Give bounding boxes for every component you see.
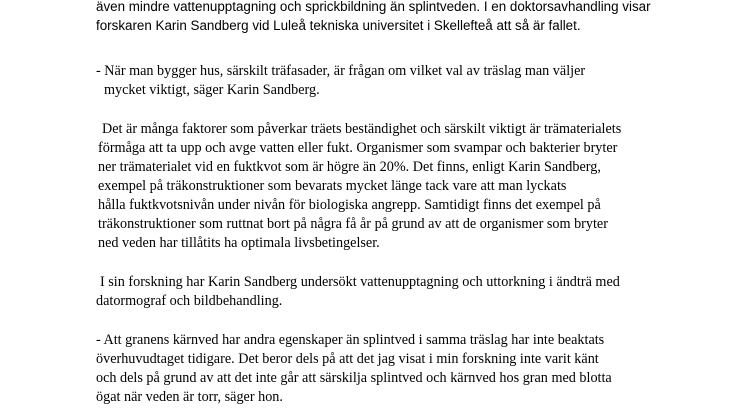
paragraph-3-line-2: datormograf och bildbehandling. bbox=[96, 293, 283, 309]
paragraph-1-line-1: - När man bygger hus, särskilt träfasader, är frågan om vilket val av träslag man väljer bbox=[96, 63, 586, 79]
paragraph-4-line-1: - Att granens kärnved har andra egenskaper än splintved i samma träslag har inte beaktats bbox=[96, 332, 605, 348]
paragraph-4-line-2: överhuvudtaget tidigare. Det beror dels på att det jag visat i min forskning inte varit känt bbox=[96, 351, 599, 367]
paragraph-2-line-1: Det är många faktorer som påverkar träets beständighet och särskilt viktigt är trämaterialets bbox=[102, 121, 622, 137]
paragraph-2-line-5: hålla fuktkvotsnivån under nivån för biologiska angrepp. Samtidigt finns det exempel på bbox=[98, 197, 601, 213]
intro-line-2: forskaren Karin Sandberg vid Luleå tekniska universitet i Skellefteå att så är fallet. bbox=[96, 18, 581, 33]
paragraph-2-line-7: ned veden har tillåtits ha optimala livsbetingelser. bbox=[98, 235, 380, 251]
paragraph-2-line-2: förmåga att ta upp och avge vatten eller fukt. Organismer som svampar och bakterier bryter bbox=[98, 140, 618, 156]
paragraph-2-line-3: ner trämaterialet vid en fuktkvot som är högre än 20%. Det finns, enligt Karin Sandberg, bbox=[98, 159, 601, 175]
paragraph-3-line-1: I sin forskning har Karin Sandberg undersökt vattenupptagning och uttorkning i ändträ med bbox=[100, 274, 620, 290]
intro-line-1: även mindre vattenupptagning och sprickbildning än splintveden. I en doktorsavhandling visar bbox=[96, 0, 651, 14]
paragraph-2-line-4: exempel på träkonstruktioner som bevarats mycket länge tack vare att man lyckats bbox=[98, 178, 567, 194]
paragraph-4-line-4: ögat när veden är torr, säger hon. bbox=[96, 389, 283, 405]
paragraph-2-line-6: träkonstruktioner som ruttnat bort på några få år på grund av att de organismer som bryter bbox=[98, 216, 608, 232]
paragraph-1-line-2: mycket viktigt, säger Karin Sandberg. bbox=[104, 82, 320, 98]
paragraph-4-line-3: och dels på grund av att det inte går att särskilja splintved och kärnved hos gran med blotta bbox=[96, 370, 612, 386]
